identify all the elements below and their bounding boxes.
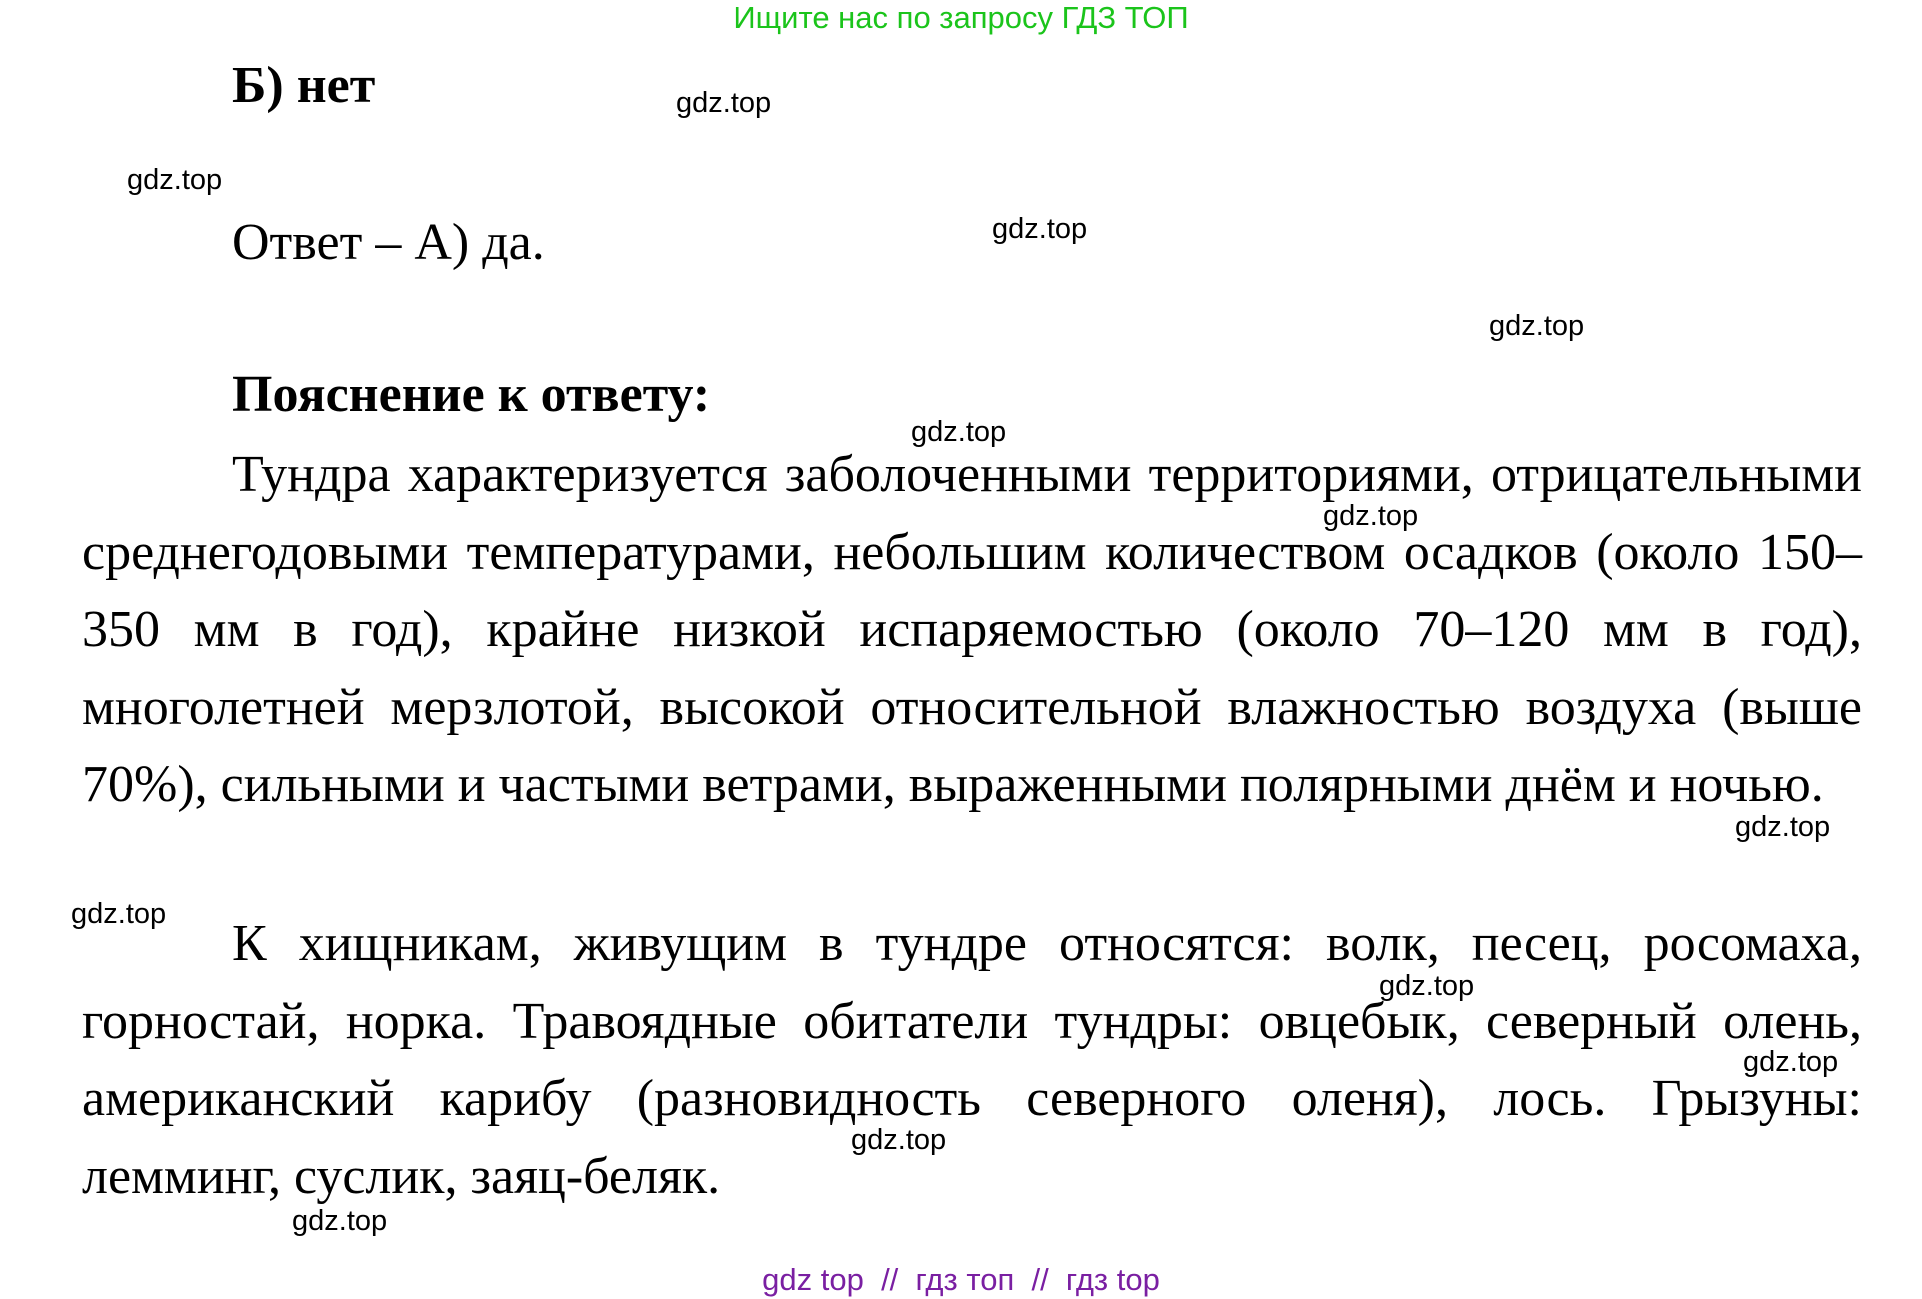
watermark: gdz.top	[1489, 310, 1585, 342]
watermark: gdz.top	[911, 416, 1007, 448]
watermark: gdz.top	[851, 1124, 947, 1156]
paragraph-tundra-climate: Тундра характеризуется заболоченными территориями, отрицательными среднегодовыми температурами, небольшим количеством осадков (около 150–350 мм в год), крайне низкой испаряемостью (около 70–120 мм в год), многолетней мерзлотой, высокой относительной влажностью воздуха (выше 70%), сильными и частыми ветрами, выраженными полярными днём и ночью.	[82, 446, 1862, 813]
top-banner: Ищите нас по запросу ГДЗ ТОП	[733, 0, 1189, 35]
option-b-heading: Б) нет	[232, 57, 376, 114]
watermark: gdz.top	[292, 1205, 388, 1237]
watermark: gdz.top	[992, 213, 1088, 245]
watermark: gdz.top	[1323, 500, 1419, 532]
watermark: gdz.top	[1743, 1046, 1839, 1078]
footer-links: gdz top // гдз топ // гдз top	[762, 1262, 1160, 1297]
explanation-title: Пояснение к ответу:	[232, 366, 711, 423]
watermark: gdz.top	[127, 164, 223, 196]
watermark: gdz.top	[1379, 970, 1475, 1002]
answer-line: Ответ – А) да.	[232, 214, 545, 271]
watermark: gdz.top	[71, 898, 167, 930]
watermark: gdz.top	[1735, 811, 1831, 843]
paragraph-tundra-animals: К хищникам, живущим в тундре относятся: волк, песец, росомаха, горностай, норка. Травоядные обитатели тундры: овцебык, северный олень, американский карибу (разновидность северного оленя), лось. Грызуны: лемминг, суслик, заяц-беляк.	[82, 915, 1862, 1205]
watermark: gdz.top	[676, 87, 772, 119]
